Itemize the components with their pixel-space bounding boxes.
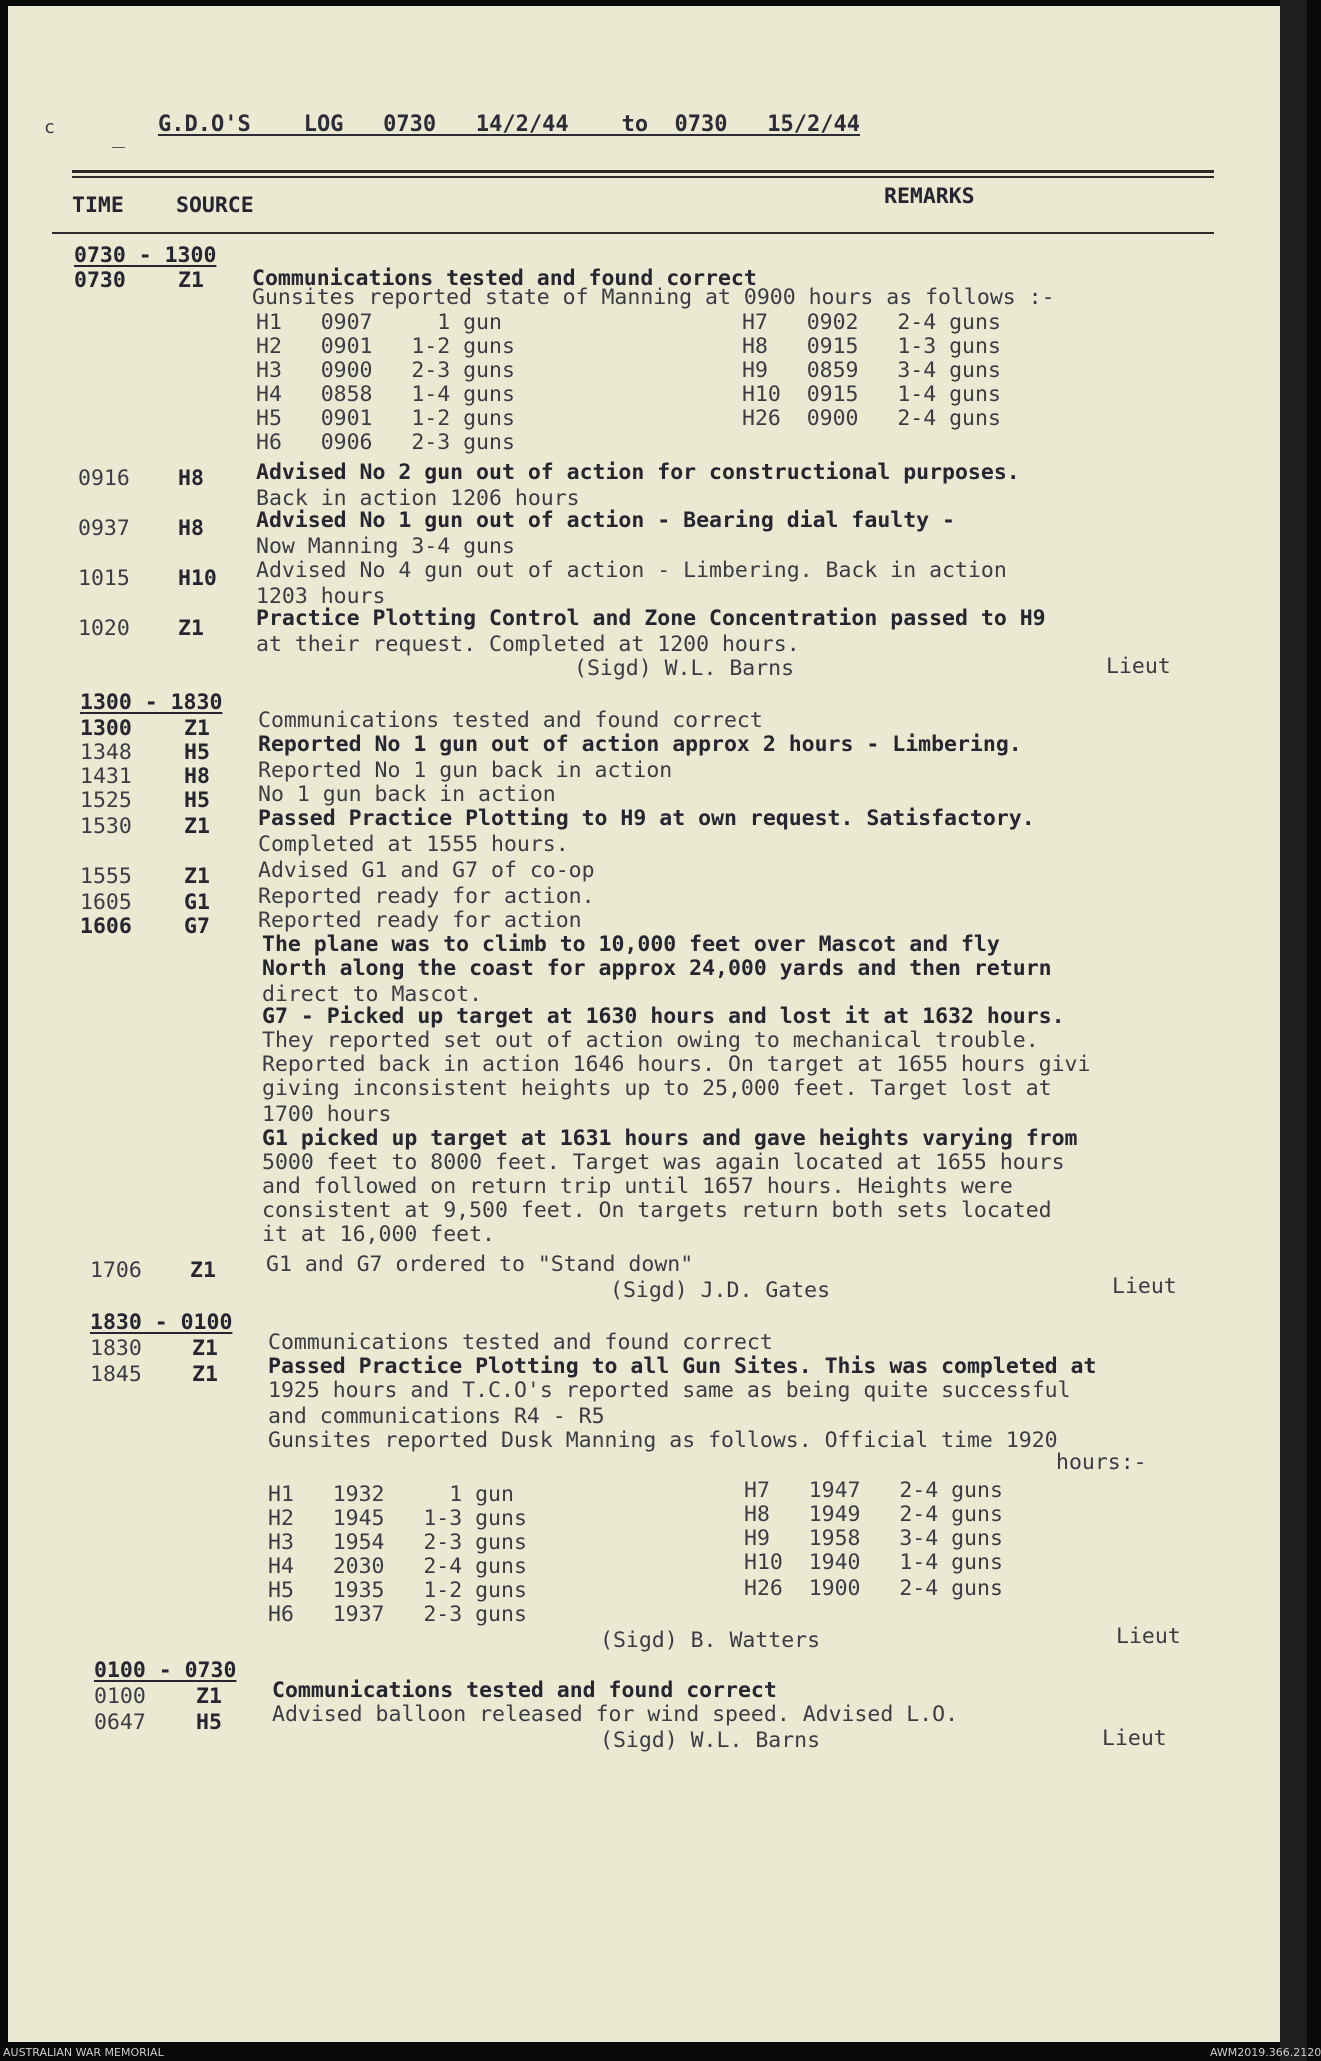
entry-source: H10 [178,566,217,591]
period-label: 1300 - 1830 [80,690,223,715]
manning-row: H3 1954 2-3 guns [268,1530,527,1555]
entry-time: 1606 [80,914,132,939]
narrative-line: North along the coast for approx 24,000 yards and then return [262,956,1052,981]
entry-source: Z1 [178,616,204,641]
entry-source: Z1 [184,716,210,741]
entry-source: G7 [184,914,210,939]
entry-remark: Now Manning 3-4 guns [256,534,515,559]
manning-row: H6 1937 2-3 guns [268,1602,527,1627]
header-rule-second [72,176,1214,178]
manning-row: H5 0901 1-2 guns [256,406,515,431]
signature: (Sigd) W.L. Barns [574,656,795,681]
entry-remark: Communications tested and found correct [268,1330,773,1355]
entry-remark: Reported ready for action. [258,884,595,909]
manning-row: H8 0915 1-3 guns [742,334,1001,359]
entry-remark: Passed Practice Plotting to all Gun Sites. This was completed at [268,1354,1097,1379]
entry-remark: at their request. Completed at 1200 hours. [256,632,800,657]
manning-row: H26 0900 2-4 guns [742,406,1001,431]
entry-remark: and communications R4 - R5 [268,1404,605,1429]
entry-time: 1555 [80,864,132,889]
header-dash: _ [112,124,125,149]
signature: (Sigd) B. Watters [600,1628,821,1653]
narrative-line: giving inconsistent heights up to 25,000 feet. Target lost at [262,1076,1052,1101]
signature-rank: Lieut [1112,1274,1177,1299]
narrative-line: 5000 feet to 8000 feet. Target was again located at 1655 hours [262,1150,1065,1175]
entry-remark: Advised balloon released for wind speed. Advised L.O. [272,1702,959,1727]
entry-remark: Advised No 2 gun out of action for constructional purposes. [256,460,1020,485]
entry-source: H8 [178,466,204,491]
footer-accession: AWM2019.366.2120 [1210,2046,1321,2059]
manning-row: H3 0900 2-3 guns [256,358,515,383]
narrative-line: and followed on return trip until 1657 hours. Heights were [262,1174,1013,1199]
manning-row: H1 0907 1 gun [256,310,502,335]
entry-remark: Communications tested and found correct [272,1678,777,1703]
manning-row: H4 2030 2-4 guns [268,1554,527,1579]
entry-remark: Advised No 4 gun out of action - Limbering. Back in action [256,558,1007,583]
narrative-line: consistent at 9,500 feet. On targets return both sets located [262,1198,1052,1223]
entry-source: Z1 [184,814,210,839]
period-label: 0100 - 0730 [94,1658,237,1683]
manning-row: H4 0858 1-4 guns [256,382,515,407]
entry-source: Z1 [178,268,204,293]
manning-row: H1 1932 1 gun [268,1482,514,1507]
entry-remark: Communications tested and found correct [258,708,763,733]
narrative-line: 1700 hours [262,1102,392,1127]
entry-remark: Practice Plotting Control and Zone Concentration passed to H9 [256,606,1046,631]
column-source: SOURCE [176,193,254,218]
entry-remark: Reported ready for action [258,908,582,933]
entry-remark: Advised No 1 gun out of action - Bearing dial faulty - [256,508,955,533]
entry-remark: Completed at 1555 hours. [258,832,569,857]
manning-row: H2 1945 1-3 guns [268,1506,527,1531]
narrative-line: Reported back in action 1646 hours. On target at 1655 hours givi [262,1052,1091,1077]
entry-time: 1348 [80,740,132,765]
margin-mark: c [44,117,55,138]
entry-time: 0647 [94,1710,146,1735]
manning-row: H7 1947 2-4 guns [744,1478,1003,1503]
entry-remark: Advised G1 and G7 of co-op [258,858,595,883]
signature-rank: Lieut [1102,1726,1167,1751]
narrative-line: They reported set out of action owing to mechanical trouble. [262,1028,1039,1053]
signature-rank: Lieut [1106,654,1171,679]
narrative-line: it at 16,000 feet. [262,1222,495,1247]
entry-time: 1020 [78,616,130,641]
manning-row: H9 0859 3-4 guns [742,358,1001,383]
header-rule-top [72,170,1214,173]
entry-time: 1706 [90,1258,142,1283]
entry-time: 1300 [80,716,132,741]
manning-row: H2 0901 1-2 guns [256,334,515,359]
hours-continuation: hours:- [1056,1450,1147,1475]
entry-remark: No 1 gun back in action [258,782,556,807]
entry-source: Z1 [190,1258,216,1283]
entry-time: 0937 [78,516,130,541]
entry-remark: Back in action 1206 hours [256,486,580,511]
manning-row: H6 0906 2-3 guns [256,430,515,455]
narrative-line: G7 - Picked up target at 1630 hours and lost it at 1632 hours. [262,1004,1065,1029]
period-label: 1830 - 0100 [90,1310,233,1335]
manning-row: H26 1900 2-4 guns [744,1576,1003,1601]
entry-source: H8 [184,764,210,789]
entry-remark: Communications tested and found correct [252,266,757,291]
manning-row: H10 0915 1-4 guns [742,382,1001,407]
signature: (Sigd) W.L. Barns [600,1728,821,1753]
entry-remark: G1 and G7 ordered to "Stand down" [266,1252,694,1277]
manning-row: H5 1935 1-2 guns [268,1578,527,1603]
entry-remark: Gunsites reported Dusk Manning as follows. Official time 1920 [268,1428,1058,1453]
entry-time: 0730 [74,268,126,293]
entry-source: G1 [184,890,210,915]
entry-remark: Gunsites reported state of Manning at 0900 hours as follows :- [252,285,1055,310]
manning-row: H7 0902 2-4 guns [742,310,1001,335]
right-edge-strip [1280,0,1307,2061]
entry-source: H5 [196,1710,222,1735]
signature-rank: Lieut [1116,1624,1181,1649]
column-time: TIME [72,193,124,218]
entry-time: 1530 [80,814,132,839]
entry-source: H8 [178,516,204,541]
column-remarks: REMARKS [884,184,975,209]
entry-source: H5 [184,788,210,813]
entry-time: 0916 [78,466,130,491]
entry-remark: 1203 hours [256,584,386,609]
manning-row: H9 1958 3-4 guns [744,1526,1003,1551]
entry-remark: Reported No 1 gun out of action approx 2 hours - Limbering. [258,732,1022,757]
entry-time: 0100 [94,1684,146,1709]
log-header: G.D.O'S LOG 0730 14/2/44 to 0730 15/2/44 [158,112,860,137]
period-label: 0730 - 1300 [74,243,217,268]
narrative-line: The plane was to climb to 10,000 feet over Mascot and fly [262,932,1000,957]
manning-row: H8 1949 2-4 guns [744,1502,1003,1527]
entry-remark: Passed Practice Plotting to H9 at own request. Satisfactory. [258,806,1035,831]
entry-time: 1015 [78,566,130,591]
narrative-line: G1 picked up target at 1631 hours and gave heights varying from [262,1126,1078,1151]
narrative-line: direct to Mascot. [262,982,483,1007]
entry-source: Z1 [192,1362,218,1387]
entry-source: H5 [184,740,210,765]
entry-remark: 1925 hours and T.C.O's reported same as being quite successful [268,1378,1071,1403]
signature: (Sigd) J.D. Gates [610,1278,831,1303]
column-rule [52,232,1214,234]
entry-time: 1525 [80,788,132,813]
entry-source: Z1 [184,864,210,889]
entry-source: Z1 [196,1684,222,1709]
manning-row: H10 1940 1-4 guns [744,1550,1003,1575]
entry-time: 1830 [90,1336,142,1361]
entry-time: 1431 [80,764,132,789]
entry-time: 1845 [90,1362,142,1387]
entry-time: 1605 [80,890,132,915]
footer-credit: AUSTRALIAN WAR MEMORIAL [3,2046,164,2059]
entry-source: Z1 [192,1336,218,1361]
entry-remark: Reported No 1 gun back in action [258,758,673,783]
